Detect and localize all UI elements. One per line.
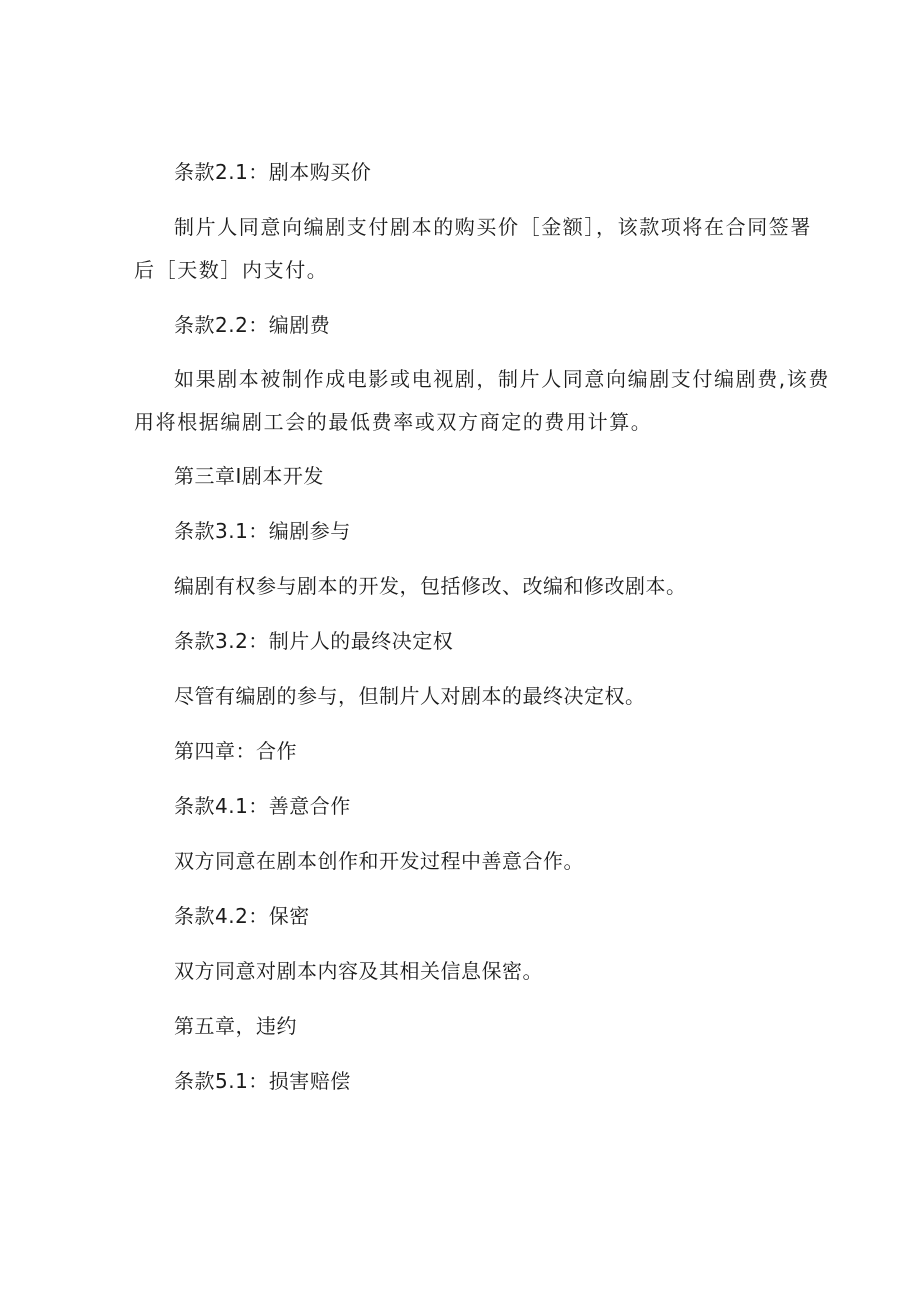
- clause-2-1-title: 条款2.1：剧本购买价: [174, 160, 372, 184]
- clause-2-1-body-line1: 制片人同意向编剧支付剧本的购买价［金额］，该款项将在合同签署: [174, 215, 812, 239]
- clause-2-2-title: 条款2.2：编剧费: [174, 313, 331, 337]
- clause-4-2-body: 双方同意对剧本内容及其相关信息保密。: [174, 959, 543, 983]
- chapter-5-title: 第五章，违约: [174, 1014, 297, 1038]
- clause-2-2-body-line2: 用将根据编剧工会的最低费率或双方商定的费用计算。: [134, 410, 653, 434]
- clause-3-1-title: 条款3.1：编剧参与: [174, 519, 351, 543]
- clause-3-2-body: 尽管有编剧的参与，但制片人对剧本的最终决定权。: [174, 684, 646, 708]
- clause-2-2-body-line1: 如果剧本被制作成电影或电视剧，制片人同意向编剧支付编剧费,该费: [174, 367, 830, 391]
- chapter-4-title: 第四章：合作: [174, 739, 297, 763]
- clause-4-1-body: 双方同意在剧本创作和开发过程中善意合作。: [174, 849, 584, 873]
- clause-4-1-title: 条款4.1：善意合作: [174, 794, 351, 818]
- clause-2-1-body-line2: 后［天数］内支付。: [134, 258, 329, 282]
- clause-3-1-body: 编剧有权参与剧本的开发，包括修改、改编和修改剧本。: [174, 574, 687, 598]
- clause-4-2-title: 条款4.2：保密: [174, 904, 310, 928]
- clause-5-1-title: 条款5.1：损害赔偿: [174, 1069, 351, 1093]
- chapter-3-title: 第三章I剧本开发: [174, 464, 324, 488]
- clause-3-2-title: 条款3.2：制片人的最终决定权: [174, 629, 454, 653]
